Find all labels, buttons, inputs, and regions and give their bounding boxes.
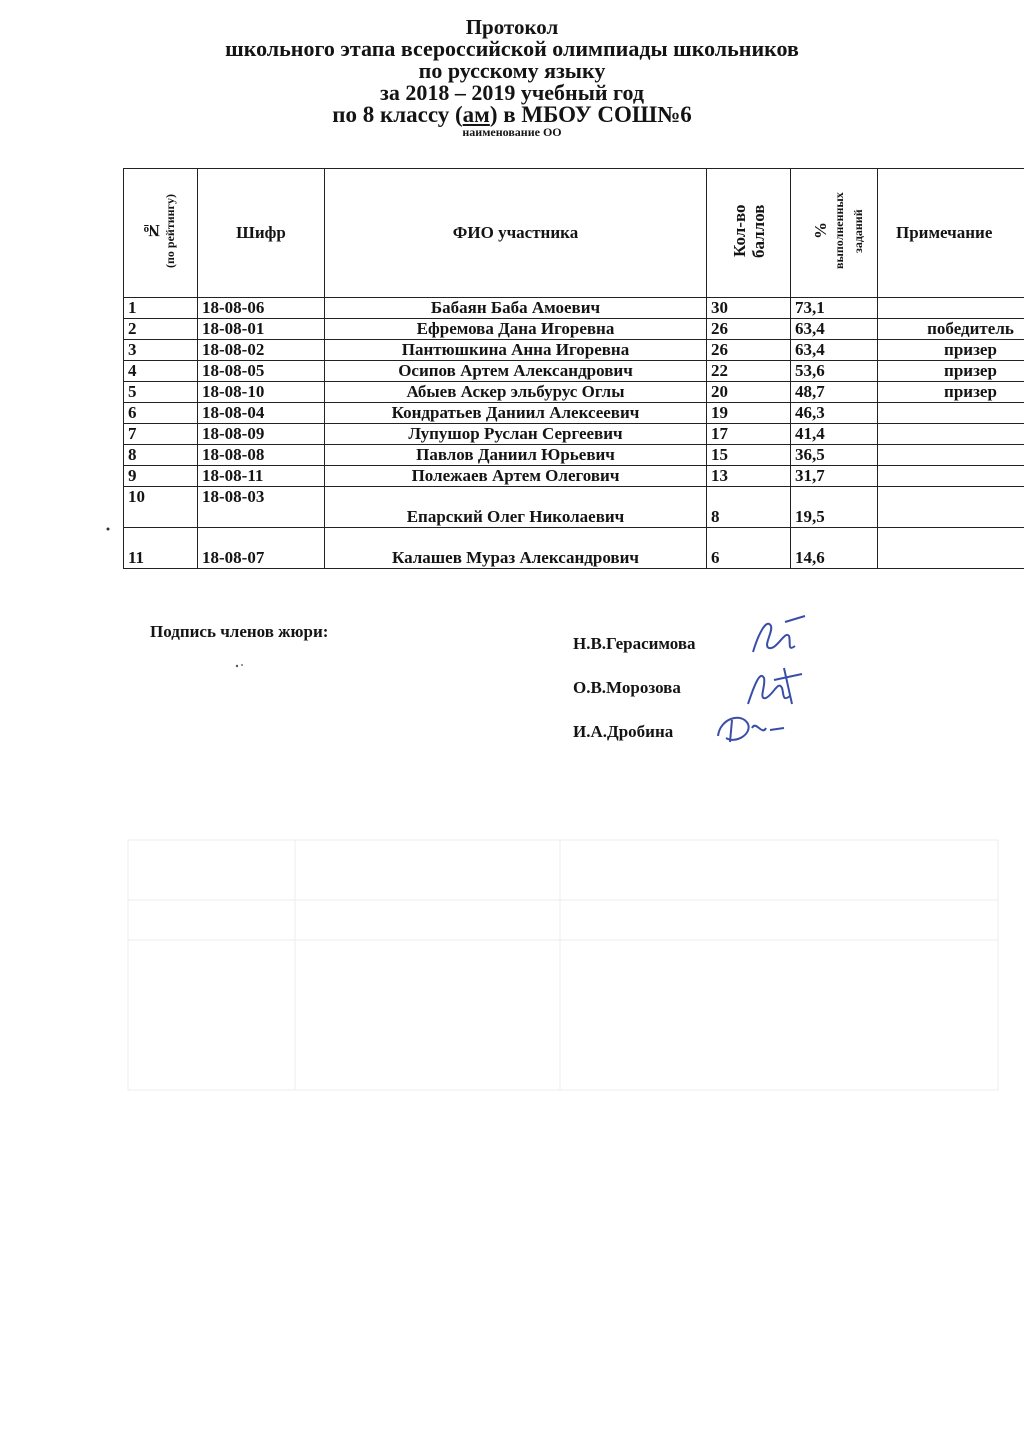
cell-score: 13 — [707, 466, 791, 487]
signature-3-icon — [712, 706, 792, 752]
cell-score: 20 — [707, 382, 791, 403]
cell-code: 18-08-05 — [198, 361, 325, 382]
cell-name: Павлов Даниил Юрьевич — [325, 445, 707, 466]
jury-member-3: И.А.Дробина — [573, 722, 674, 741]
cell-code: 18-08-09 — [198, 424, 325, 445]
cell-name: Калашев Мураз Александрович — [325, 528, 707, 569]
class-prefix: по 8 классу ( — [332, 102, 463, 127]
class-suffix: ) в МБОУ СОШ№6 — [489, 102, 692, 127]
cell-score: 22 — [707, 361, 791, 382]
cell-note: призер — [878, 361, 1024, 382]
signature-2-icon — [738, 660, 808, 712]
cell-code: 18-08-03 — [198, 487, 325, 528]
cell-pct: 31,7 — [791, 466, 878, 487]
cell-note: призер — [878, 382, 1024, 403]
cell-score: 15 — [707, 445, 791, 466]
col-note-header: Примечание — [878, 169, 1024, 298]
protocol-title: Протокол — [465, 15, 559, 39]
col-score-label: Кол-во баллов — [729, 203, 768, 258]
protocol-line-stage: школьного этапа всероссийской олимпиады школьников — [225, 36, 799, 61]
cell-code: 18-08-06 — [198, 298, 325, 319]
cell-pct: 53,6 — [791, 361, 878, 382]
cell-pct: 36,5 — [791, 445, 878, 466]
scan-bleedthrough — [0, 780, 1024, 1120]
col-pct-sub: выполненных заданий — [831, 192, 865, 269]
cell-name: Ефремова Дана Игоревна — [325, 319, 707, 340]
cell-name: Лупушор Руслан Сергеевич — [325, 424, 707, 445]
cell-rank: 9 — [124, 466, 198, 487]
cell-code: 18-08-11 — [198, 466, 325, 487]
cell-rank: 8 — [124, 445, 198, 466]
cell-code: 18-08-04 — [198, 403, 325, 424]
cell-rank: 10 — [124, 487, 198, 528]
cell-note: победитель — [878, 319, 1024, 340]
cell-pct: 46,3 — [791, 403, 878, 424]
col-rank-sub: (по рейтингу) — [162, 193, 177, 268]
cell-rank: 5 — [124, 382, 198, 403]
scan-speck — [234, 656, 244, 660]
cell-name: Епарский Олег Николаевич — [325, 487, 707, 528]
protocol-line-year: за 2018 – 2019 учебный год — [380, 80, 644, 105]
col-rank-symbol: № — [141, 221, 161, 240]
jury-member-1: Н.В.Герасимова — [573, 634, 696, 653]
col-code-header: Шифр — [198, 169, 325, 298]
cell-name: Абыев Аскер эльбурус Оглы — [325, 382, 707, 403]
jury-label: Подпись членов жюри: — [150, 622, 329, 641]
cell-pct: 48,7 — [791, 382, 878, 403]
cell-code: 18-08-01 — [198, 319, 325, 340]
cell-score: 30 — [707, 298, 791, 319]
cell-pct: 41,4 — [791, 424, 878, 445]
jury-member-2: О.В.Морозова — [573, 678, 681, 697]
protocol-line-subject: по русскому языку — [418, 58, 606, 83]
cell-name: Пантюшкина Анна Игоревна — [325, 340, 707, 361]
signature-1-icon — [745, 612, 815, 662]
scan-mark — [105, 520, 111, 538]
cell-rank: 3 — [124, 340, 198, 361]
cell-code: 18-08-02 — [198, 340, 325, 361]
cell-pct: 63,4 — [791, 340, 878, 361]
cell-rank: 7 — [124, 424, 198, 445]
col-pct-symbol: % — [810, 222, 830, 239]
cell-rank: 4 — [124, 361, 198, 382]
cell-name: Кондратьев Даниил Алексеевич — [325, 403, 707, 424]
cell-rank: 2 — [124, 319, 198, 340]
cell-name: Бабаян Баба Амоевич — [325, 298, 707, 319]
cell-score: 26 — [707, 319, 791, 340]
cell-rank: 1 — [124, 298, 198, 319]
col-name-header: ФИО участника — [325, 169, 707, 298]
cell-pct: 14,6 — [791, 528, 878, 569]
cell-note: призер — [878, 340, 1024, 361]
cell-code: 18-08-08 — [198, 445, 325, 466]
cell-code: 18-08-10 — [198, 382, 325, 403]
cell-pct: 19,5 — [791, 487, 878, 528]
org-caption: наименование ОО — [462, 125, 562, 139]
cell-name: Полежаев Артем Олегович — [325, 466, 707, 487]
cell-score: 8 — [707, 487, 791, 528]
cell-rank: 6 — [124, 403, 198, 424]
class-letter: ам — [462, 102, 490, 127]
cell-pct: 63,4 — [791, 319, 878, 340]
cell-pct: 73,1 — [791, 298, 878, 319]
cell-code: 18-08-07 — [198, 528, 325, 569]
cell-name: Осипов Артем Александрович — [325, 361, 707, 382]
cell-rank: 11 — [124, 528, 198, 569]
cell-score: 19 — [707, 403, 791, 424]
cell-score: 6 — [707, 528, 791, 569]
cell-score: 17 — [707, 424, 791, 445]
cell-score: 26 — [707, 340, 791, 361]
